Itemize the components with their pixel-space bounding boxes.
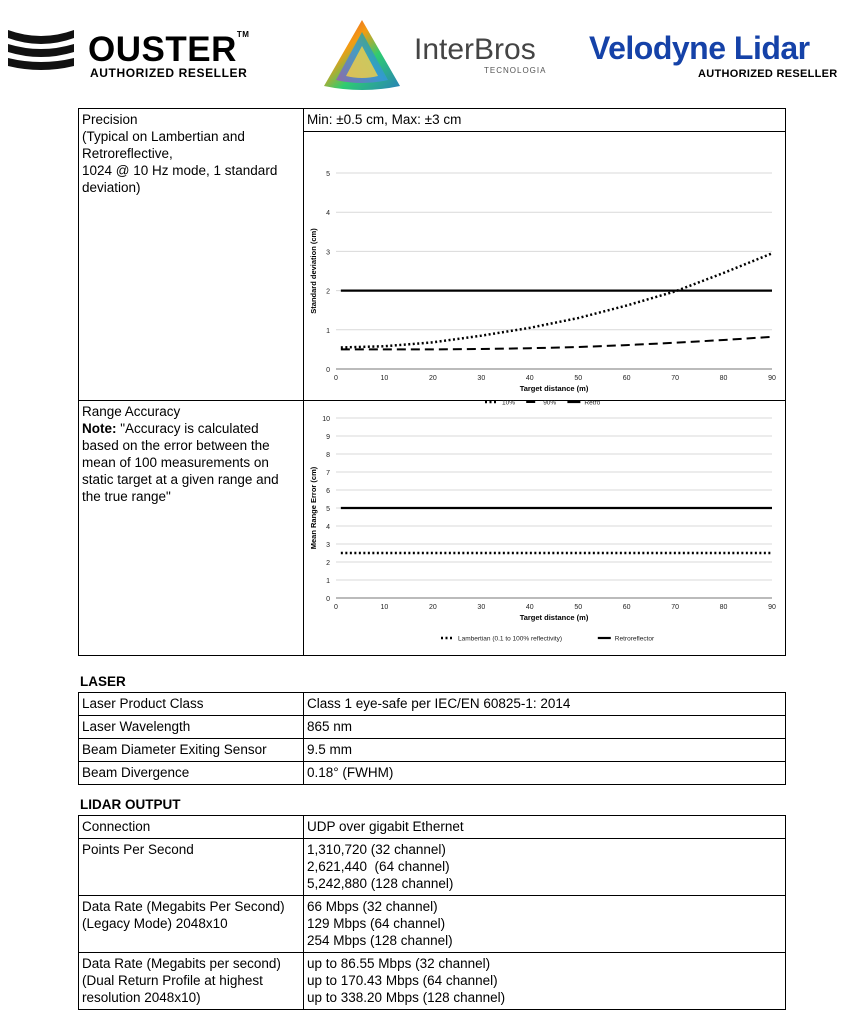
range-accuracy-chart-cell <box>304 401 786 656</box>
y-tick-label: 1 <box>326 327 330 335</box>
legend-label: Retro <box>584 399 601 407</box>
table-row <box>79 109 786 132</box>
legend-label: Retroreflector <box>614 635 655 643</box>
legend-label: Lambertian (0.1 to 100% reflectivity) <box>458 635 563 643</box>
lidar-row-label <box>79 816 304 839</box>
label-line: Points Per Second <box>82 842 194 857</box>
x-tick-label: 80 <box>719 375 728 382</box>
value-line: 2,621,440 (64 channel) <box>307 859 450 874</box>
lidar-row-value <box>304 896 786 953</box>
x-tick-label: 60 <box>622 604 631 611</box>
x-tick-label: 70 <box>671 375 680 382</box>
laser-row-label: Laser Product Class <box>79 693 304 716</box>
value-line: up to 338.20 Mbps (128 channel) <box>307 990 506 1005</box>
series-line <box>341 253 772 347</box>
y-tick-label: 10 <box>322 416 330 423</box>
laser-row-value: 0.18° (FWHM) <box>304 762 786 785</box>
label-line: (Dual Return Profile at highest <box>82 973 263 988</box>
x-tick-label: 50 <box>574 604 583 611</box>
interbros-logo-icon <box>322 18 402 92</box>
precision-label-line: Precision <box>82 112 138 127</box>
value-line: 254 Mbps (128 channel) <box>307 933 453 948</box>
x-axis-label: Target distance (m) <box>519 613 589 622</box>
x-tick-label: 40 <box>525 375 534 382</box>
note-label: Note: <box>82 421 117 436</box>
value-line: 129 Mbps (64 channel) <box>307 916 446 931</box>
value-line: 66 Mbps (32 channel) <box>307 899 438 914</box>
x-tick-label: 90 <box>768 604 776 611</box>
value-line: 5,242,880 (128 channel) <box>307 876 454 891</box>
x-tick-label: 30 <box>477 375 486 382</box>
table-row <box>79 762 786 785</box>
x-tick-label: 10 <box>380 604 389 611</box>
x-tick-label: 40 <box>525 604 534 611</box>
laser-row-value: 865 nm <box>304 716 786 739</box>
precision-value: Min: ±0.5 cm, Max: ±3 cm <box>304 109 786 132</box>
precision-label-line: 1024 @ 10 Hz mode, 1 standard <box>82 163 278 178</box>
y-tick-label: 9 <box>326 434 330 441</box>
note-line: based on the error between the <box>82 438 270 453</box>
laser-row-label: Laser Wavelength <box>79 716 304 739</box>
laser-row-label: Beam Diameter Exiting Sensor <box>79 739 304 762</box>
y-axis-label: Standard deviation (cm) <box>309 228 318 314</box>
header <box>0 0 853 100</box>
precision-chart <box>304 132 788 407</box>
table-row <box>79 739 786 762</box>
laser-heading: LASER <box>80 674 126 689</box>
value-line: UDP over gigabit Ethernet <box>307 819 464 834</box>
lidar-row-label <box>79 839 304 896</box>
ouster-brand-name: OUSTER™ <box>88 30 250 69</box>
ouster-logo-icon <box>8 28 74 68</box>
legend-label: 90% <box>543 399 557 407</box>
precision-label-line: Retroreflective, <box>82 146 173 161</box>
table-row <box>79 839 786 896</box>
ouster-subtitle: AUTHORIZED RESELLER <box>90 66 248 80</box>
x-tick-label: 20 <box>428 375 437 382</box>
table-row <box>79 896 786 953</box>
lidar-row-label <box>79 896 304 953</box>
interbros-brand-name: InterBros <box>414 33 536 66</box>
y-tick-label: 0 <box>326 367 330 374</box>
value-line: up to 86.55 Mbps (32 channel) <box>307 956 491 971</box>
x-tick-label: 50 <box>574 375 583 382</box>
y-tick-label: 4 <box>326 524 330 531</box>
laser-row-value: Class 1 eye-safe per IEC/EN 60825-1: 2014 <box>304 693 786 716</box>
note-line: mean of 100 measurements on <box>82 455 269 470</box>
y-tick-label: 2 <box>326 288 330 296</box>
y-tick-label: 3 <box>326 542 330 549</box>
interbros-subtitle: TECNOLOGIA <box>484 66 547 75</box>
velodyne-subtitle: AUTHORIZED RESELLER <box>698 68 838 80</box>
laser-row-label: Beam Divergence <box>79 762 304 785</box>
x-tick-label: 30 <box>477 604 486 611</box>
table-row <box>79 693 786 716</box>
y-tick-label: 7 <box>326 470 330 477</box>
x-tick-label: 60 <box>622 375 631 382</box>
x-tick-label: 0 <box>334 604 338 611</box>
x-tick-label: 20 <box>428 604 437 611</box>
lidar-output-heading: LIDAR OUTPUT <box>80 797 181 812</box>
label-line: Data Rate (Megabits Per Second) <box>82 899 285 914</box>
y-tick-label: 5 <box>326 506 330 513</box>
value-line: up to 170.43 Mbps (64 channel) <box>307 973 498 988</box>
y-tick-label: 5 <box>326 171 330 178</box>
x-tick-label: 0 <box>334 375 338 382</box>
lidar-row-value <box>304 816 786 839</box>
table-row <box>79 401 786 656</box>
table-row <box>79 716 786 739</box>
precision-label-line: (Typical on Lambertian and <box>82 129 245 144</box>
laser-table <box>78 692 786 785</box>
note-line: static target at a given range and <box>82 472 279 487</box>
y-tick-label: 3 <box>326 249 330 257</box>
legend-label: 10% <box>502 399 516 407</box>
lidar-row-value <box>304 953 786 1010</box>
precision-chart-cell <box>304 132 786 407</box>
series-line <box>341 337 772 350</box>
y-tick-label: 1 <box>326 578 330 585</box>
x-tick-label: 90 <box>768 375 776 382</box>
table-row <box>79 953 786 1010</box>
range-accuracy-chart <box>304 401 788 651</box>
y-axis-label: Mean Range Error (cm) <box>309 466 318 550</box>
x-axis-label: Target distance (m) <box>519 384 589 393</box>
y-tick-label: 4 <box>326 210 330 218</box>
performance-table <box>78 108 786 656</box>
x-tick-label: 70 <box>671 604 680 611</box>
velodyne-brand-name: Velodyne Lidar <box>589 30 810 66</box>
table-row <box>79 816 786 839</box>
label-line: (Legacy Mode) 2048x10 <box>82 916 228 931</box>
note-line: "Accuracy is calculated <box>116 421 259 436</box>
y-tick-label: 6 <box>326 488 330 495</box>
precision-label <box>79 109 304 401</box>
label-line: Data Rate (Megabits per second) <box>82 956 281 971</box>
note-line: the true range" <box>82 489 171 504</box>
y-tick-label: 2 <box>326 560 330 567</box>
value-line: 1,310,720 (32 channel) <box>307 842 446 857</box>
range-accuracy-label <box>79 401 304 656</box>
y-tick-label: 8 <box>326 452 330 459</box>
x-tick-label: 80 <box>719 604 728 611</box>
x-tick-label: 10 <box>380 375 389 382</box>
lidar-output-table <box>78 815 786 1010</box>
label-line: resolution 2048x10) <box>82 990 201 1005</box>
precision-label-line: deviation) <box>82 180 141 195</box>
lidar-row-value <box>304 839 786 896</box>
lidar-row-label <box>79 953 304 1010</box>
label-line: Connection <box>82 819 151 834</box>
range-accuracy-title: Range Accuracy <box>82 404 181 419</box>
y-tick-label: 0 <box>326 596 330 603</box>
laser-row-value: 9.5 mm <box>304 739 786 762</box>
